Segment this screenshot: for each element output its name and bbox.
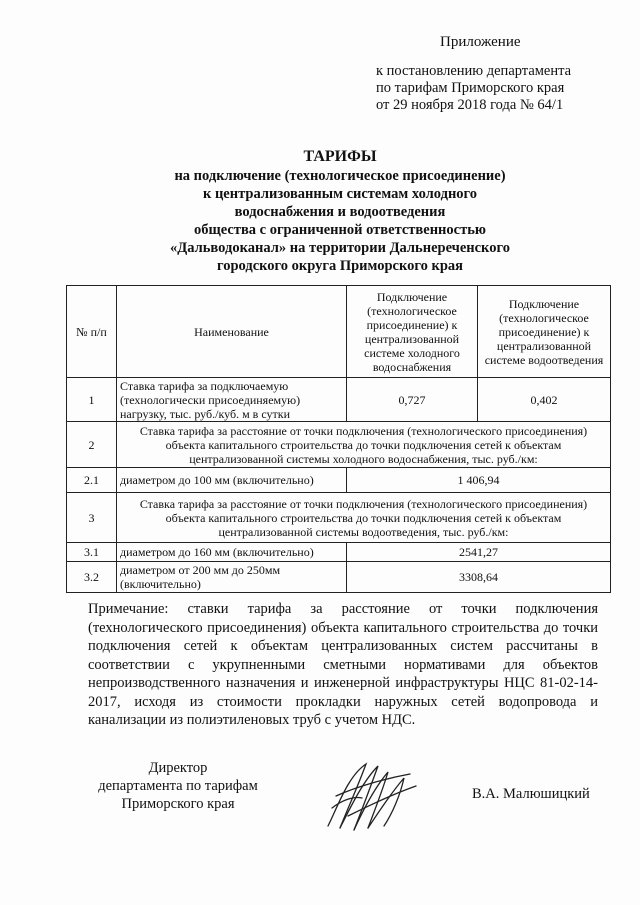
table-row — [67, 378, 611, 422]
position-line-1: Директор — [148, 760, 208, 776]
appendix-line-3: от 29 ноября 2018 года № 64/1 — [376, 97, 564, 113]
appendix-line-2: по тарифам Приморского края — [376, 80, 565, 96]
table-row — [67, 562, 611, 593]
row-3-2-value: 3308,64 — [347, 562, 611, 593]
heading-line-3: водоснабжения и водоотведения — [234, 204, 446, 220]
row-3-2-num: 3.2 — [67, 562, 117, 593]
position-line-3: Приморского края — [121, 796, 235, 812]
row-2-num: 2 — [67, 422, 117, 468]
header-name: Наименование — [117, 286, 347, 378]
table-row — [67, 493, 611, 543]
row-3-1-value: 2541,27 — [347, 543, 611, 562]
appendix-title: Приложение — [440, 34, 521, 50]
row-2-1-name: диаметром до 100 мм (включительно) — [117, 468, 347, 493]
row-3-num: 3 — [67, 493, 117, 543]
row-3-text: Ставка тарифа за расстояние от точки подключения (технологического присоединения) объекта капитального строительства до точки подключения сетей к объектам централизованной системы водоотведения, тыс. руб./км: — [117, 493, 611, 543]
row-2-1-num: 2.1 — [67, 468, 117, 493]
tariffs-table — [66, 285, 611, 593]
row-1-name: Ставка тарифа за подключаемую (технологически присоединяемую) нагрузку, тыс. руб./куб. м в сутки — [117, 378, 347, 422]
table-row — [67, 543, 611, 562]
heading-line-5: «Дальводоканал» на территории Дальнереченского — [170, 240, 510, 256]
position-line-2: департамента по тарифам — [98, 778, 258, 794]
row-3-1-name: диаметром до 160 мм (включительно) — [117, 543, 347, 562]
document-title: ТАРИФЫ — [303, 148, 377, 165]
row-1-water: 0,727 — [347, 378, 478, 422]
table-row — [67, 468, 611, 493]
header-water: Подключение (технологическое присоединение) к централизованной системе холодного водоснабжения — [347, 286, 478, 378]
heading-line-6: городского округа Приморского края — [217, 258, 463, 274]
heading-line-4: общества с ограниченной ответственностью — [194, 222, 486, 238]
signature-position — [88, 759, 268, 813]
row-3-1-num: 3.1 — [67, 543, 117, 562]
row-1-num: 1 — [67, 378, 117, 422]
appendix-line-1: к постановлению департамента — [376, 63, 572, 79]
row-3-2-name: диаметром от 200 мм до 250мм (включительно) — [117, 562, 347, 593]
header-num: № п/п — [67, 286, 117, 378]
signatory-name: В.А. Малюшицкий — [472, 786, 590, 802]
table-row — [67, 422, 611, 468]
heading-line-2: к централизованным системам холодного — [202, 186, 478, 202]
table-header-row — [67, 286, 611, 378]
handwritten-signature — [318, 756, 428, 836]
row-2-1-value: 1 406,94 — [347, 468, 611, 493]
heading-line-1: на подключение (технологическое присоединение) — [174, 168, 506, 184]
row-2-text: Ставка тарифа за расстояние от точки подключения (технологического присоединения) объекта капитального строительства до точки подключения сетей к объектам централизованной системы холодного водоснабжения, тыс. руб./км: — [117, 422, 611, 468]
note-paragraph: Примечание: ставки тарифа за расстояние от точки подключения (технологического присоединения) объекта капитального строительства до точки подключения сетей к объектам централизованных систем рассчитаны в соответствии с укрупненными сметными нормативами для объектов непроизводственного назначения и инженерной инфраструктуры НЦС 81-02-14-2017, исходя из стоимости прокладки наружных сетей водопровода и канализации из полиэтиленовых труб с учетом НДС. — [88, 601, 598, 728]
row-1-sewer: 0,402 — [478, 378, 611, 422]
header-sewer: Подключение (технологическое присоединение) к централизованной системе водоотведения — [478, 286, 611, 378]
